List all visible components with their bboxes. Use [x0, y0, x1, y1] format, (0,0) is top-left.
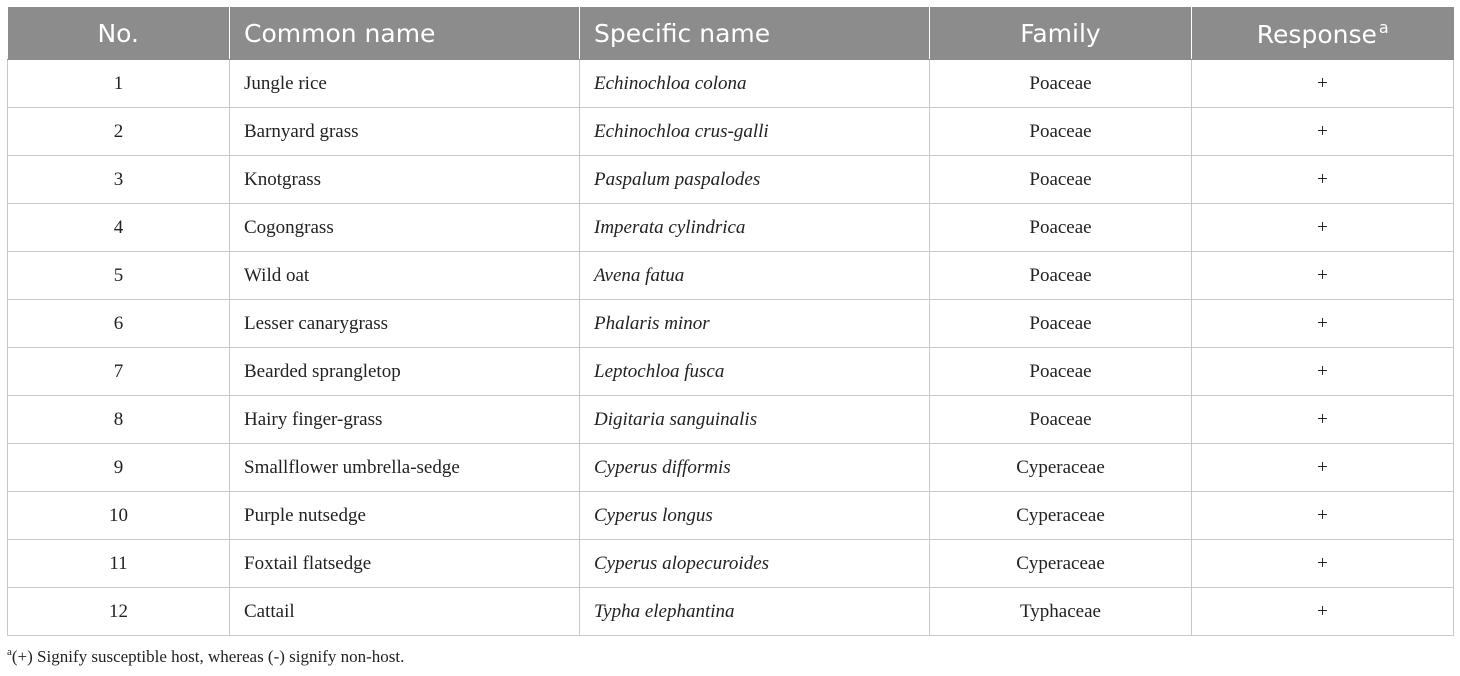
cell-no: 2	[8, 108, 230, 156]
cell-no: 12	[8, 588, 230, 636]
cell-common-name: Purple nutsedge	[230, 492, 580, 540]
table-row	[8, 156, 1454, 204]
cell-specific-name: Leptochloa fusca	[580, 348, 930, 396]
cell-response: +	[1192, 396, 1454, 444]
cell-specific-name: Paspalum paspalodes	[580, 156, 930, 204]
cell-common-name: Smallflower umbrella-sedge	[230, 444, 580, 492]
table-row	[8, 60, 1454, 108]
table-row	[8, 348, 1454, 396]
cell-no: 7	[8, 348, 230, 396]
table-row	[8, 108, 1454, 156]
cell-family: Poaceae	[930, 156, 1192, 204]
cell-response: +	[1192, 156, 1454, 204]
cell-family: Poaceae	[930, 204, 1192, 252]
header-row	[8, 7, 1454, 60]
cell-specific-name: Echinochloa crus-galli	[580, 108, 930, 156]
table-body	[8, 60, 1454, 636]
cell-common-name: Barnyard grass	[230, 108, 580, 156]
table-row	[8, 252, 1454, 300]
table-row	[8, 204, 1454, 252]
cell-common-name: Cogongrass	[230, 204, 580, 252]
cell-response: +	[1192, 348, 1454, 396]
cell-common-name: Cattail	[230, 588, 580, 636]
header-family: Family	[930, 7, 1192, 60]
cell-family: Poaceae	[930, 60, 1192, 108]
header-response-footnote-marker: a	[1378, 17, 1389, 37]
cell-response: +	[1192, 492, 1454, 540]
cell-response: +	[1192, 444, 1454, 492]
cell-no: 8	[8, 396, 230, 444]
cell-specific-name: Cyperus alopecuroides	[580, 540, 930, 588]
cell-response: +	[1192, 252, 1454, 300]
cell-family: Poaceae	[930, 300, 1192, 348]
header-response	[1192, 7, 1454, 60]
cell-common-name: Lesser canarygrass	[230, 300, 580, 348]
cell-specific-name: Imperata cylindrica	[580, 204, 930, 252]
header-specific-name: Specific name	[580, 7, 930, 60]
footnote-text: (+) Signify susceptible host, whereas (-) signify non-host.	[11, 647, 405, 666]
table-footnote	[7, 646, 404, 667]
cell-no: 10	[8, 492, 230, 540]
cell-no: 3	[8, 156, 230, 204]
cell-common-name: Bearded sprangletop	[230, 348, 580, 396]
cell-specific-name: Echinochloa colona	[580, 60, 930, 108]
cell-specific-name: Typha elephantina	[580, 588, 930, 636]
header-common-name: Common name	[230, 7, 580, 60]
cell-response: +	[1192, 108, 1454, 156]
cell-family: Cyperaceae	[930, 492, 1192, 540]
cell-no: 5	[8, 252, 230, 300]
host-range-table	[7, 7, 1454, 636]
table-row	[8, 300, 1454, 348]
cell-family: Poaceae	[930, 396, 1192, 444]
cell-no: 9	[8, 444, 230, 492]
table-header	[8, 7, 1454, 60]
cell-response: +	[1192, 60, 1454, 108]
cell-response: +	[1192, 588, 1454, 636]
cell-family: Cyperaceae	[930, 540, 1192, 588]
cell-specific-name: Cyperus longus	[580, 492, 930, 540]
cell-specific-name: Phalaris minor	[580, 300, 930, 348]
cell-family: Cyperaceae	[930, 444, 1192, 492]
cell-family: Poaceae	[930, 348, 1192, 396]
table-row	[8, 540, 1454, 588]
cell-response: +	[1192, 540, 1454, 588]
header-response-label: Response	[1256, 19, 1377, 49]
cell-common-name: Foxtail flatsedge	[230, 540, 580, 588]
cell-specific-name: Cyperus difformis	[580, 444, 930, 492]
cell-no: 1	[8, 60, 230, 108]
cell-family: Poaceae	[930, 108, 1192, 156]
cell-family: Poaceae	[930, 252, 1192, 300]
table-row	[8, 444, 1454, 492]
table-row	[8, 492, 1454, 540]
cell-no: 4	[8, 204, 230, 252]
cell-specific-name: Avena fatua	[580, 252, 930, 300]
cell-response: +	[1192, 204, 1454, 252]
cell-common-name: Wild oat	[230, 252, 580, 300]
cell-response: +	[1192, 300, 1454, 348]
cell-family: Typhaceae	[930, 588, 1192, 636]
footnote-marker: a	[7, 646, 12, 658]
cell-common-name: Hairy finger-grass	[230, 396, 580, 444]
header-no: No.	[8, 7, 230, 60]
cell-no: 11	[8, 540, 230, 588]
data-table-container	[7, 7, 1453, 636]
cell-specific-name: Digitaria sanguinalis	[580, 396, 930, 444]
table-row	[8, 588, 1454, 636]
cell-common-name: Jungle rice	[230, 60, 580, 108]
table-row	[8, 396, 1454, 444]
cell-common-name: Knotgrass	[230, 156, 580, 204]
cell-no: 6	[8, 300, 230, 348]
